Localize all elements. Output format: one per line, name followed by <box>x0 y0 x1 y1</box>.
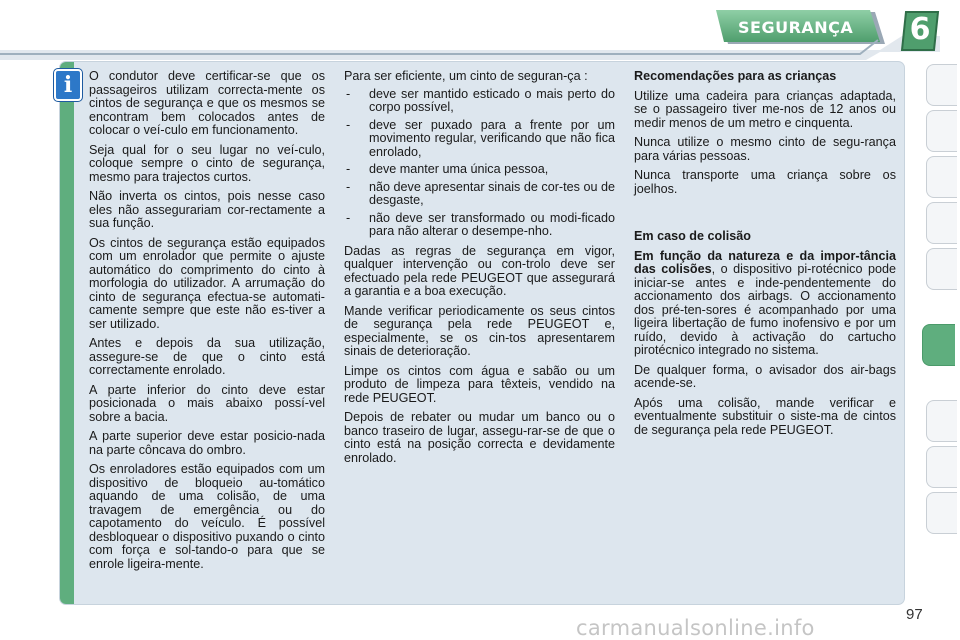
paragraph: Nunca transporte uma criança sobre os joelhos. <box>634 168 896 196</box>
chapter-tab[interactable] <box>926 400 957 442</box>
list-item: - deve manter uma única pessoa, <box>344 163 615 177</box>
chapter-tab-active[interactable] <box>922 324 955 366</box>
chapter-tab[interactable] <box>926 156 957 198</box>
collision-bold-lead: Em função da natureza e da impor-tância das colisões <box>634 248 896 276</box>
chapter-tab[interactable] <box>926 202 957 244</box>
chapter-tab[interactable] <box>926 492 957 534</box>
list-item: - deve ser puxado para a frente por um movimento regular, verificando que não fica enrolado, <box>344 119 615 160</box>
paragraph: Utilize uma cadeira para crianças adaptada, se o passageiro tiver me-nos de 12 anos ou medir menos de um metro e cinquenta. <box>634 88 896 130</box>
paragraph: Mande verificar periodicamente os seus cintos de segurança pela rede PEUGEOT e, especialmente, se os cin-tos apresentarem sinais de deterioração. <box>344 303 615 358</box>
children-heading: Recomendações para as crianças <box>634 69 837 83</box>
paragraph: Dadas as regras de segurança em vigor, qualquer intervenção ou con-trolo deve ser efectuado pela rede PEUGEOT que assegurará a garantia e a boa execução. <box>344 243 615 298</box>
chapter-tab-strip <box>926 64 960 564</box>
paragraph: Os enroladores estão equipados com um dispositivo de bloqueio au-tomático aquando de uma colisão, de uma travagem de emergência ou do capotamento do veículo. É possível desbloquear o dispositivo puxando o cinto com força e sol-tando-o para que se enrole ligeira-mente. <box>89 462 325 571</box>
paragraph: Após uma colisão, mande verificar e eventualmente substituir o siste-ma de cintos de segurança pela rede PEUGEOT. <box>634 395 896 437</box>
paragraph: O condutor deve certificar-se que os passageiros utilizam correcta-mente os cintos de segurança e que os mesmos se encontram bem colocados antes de colocar o veí-culo em funcionamento. <box>89 69 325 137</box>
paragraph: A parte superior deve estar posicio-nada na parte côncava do ombro. <box>89 429 325 457</box>
chapter-tab[interactable] <box>926 64 957 106</box>
list-item: - não deve apresentar sinais de cor-tes ou de desgaste, <box>344 181 615 208</box>
paragraph: Depois de rebater ou mudar um banco ou o banco traseiro de lugar, assegu-rar-se de que o cinto está na posição correcta e devidamente enrolado. <box>344 410 615 465</box>
page-number: 97 <box>906 606 923 623</box>
column-children-collision <box>634 70 896 443</box>
column-belt-efficiency <box>344 70 615 471</box>
column-general-info <box>89 70 325 577</box>
section-title: SEGURANÇA <box>738 18 854 37</box>
paragraph: Antes e depois da sua utilização, assegure-se de que o cinto está correctamente enrolado. <box>89 336 325 377</box>
paragraph: Não inverta os cintos, pois nesse caso eles não assegurariam cor-rectamente a sua função. <box>89 189 325 230</box>
paragraph: Nunca utilize o mesmo cinto de segu-rança para várias pessoas. <box>634 135 896 163</box>
paragraph: Limpe os cintos com água e sabão ou um produto de limpeza para têxteis, vendido na rede PEUGEOT. <box>344 363 615 405</box>
collision-heading: Em caso de colisão <box>634 229 751 243</box>
list-item: - não deve ser transformado ou modi-ficado para não alterar o desempe-nho. <box>344 212 615 239</box>
requirements-list <box>344 88 615 239</box>
paragraph <box>634 250 896 358</box>
chapter-tab[interactable] <box>926 110 957 152</box>
paragraph: Os cintos de segurança estão equipados com um enrolador que permite o ajuste automático do comprimento do cinto à morfologia do utilizador. A arrumação do cinto de segurança efectua-se automati-camente sempre que este não es-tiver a ser utilizado. <box>89 235 325 331</box>
collision-lead-text: , o dispositivo pi-rotécnico pode iniciar-se antes e inde-pendentemente do accionamento dos airbags. O accionamento dos pré-ten-sores é acompanhado por uma ligeira libertação de fumo inofensivo e por um ruído, devido à activação do cartucho pirotécnico integrado no sistema. <box>634 262 896 357</box>
chapter-tab[interactable] <box>926 446 957 488</box>
paragraph: Seja qual for o seu lugar no veí-culo, coloque sempre o cinto de segurança, mesmo para trajectos curtos. <box>89 142 325 184</box>
chapter-tab[interactable] <box>926 248 957 290</box>
list-item: - deve ser mantido esticado o mais perto do corpo possível, <box>344 88 615 115</box>
paragraph: A parte inferior do cinto deve estar posicionada o mais abaixo possí-vel sobre a bacia. <box>89 382 325 424</box>
paragraph: De qualquer forma, o avisador dos air-bags acende-se. <box>634 362 896 390</box>
watermark: carmanualsonline.info <box>576 616 815 640</box>
info-icon: i <box>54 69 82 101</box>
chapter-number: 6 <box>909 12 931 47</box>
list-intro: Para ser eficiente, um cinto de seguran-ça : <box>344 69 588 83</box>
spacer <box>634 202 896 230</box>
panel-accent-bar <box>60 62 74 604</box>
